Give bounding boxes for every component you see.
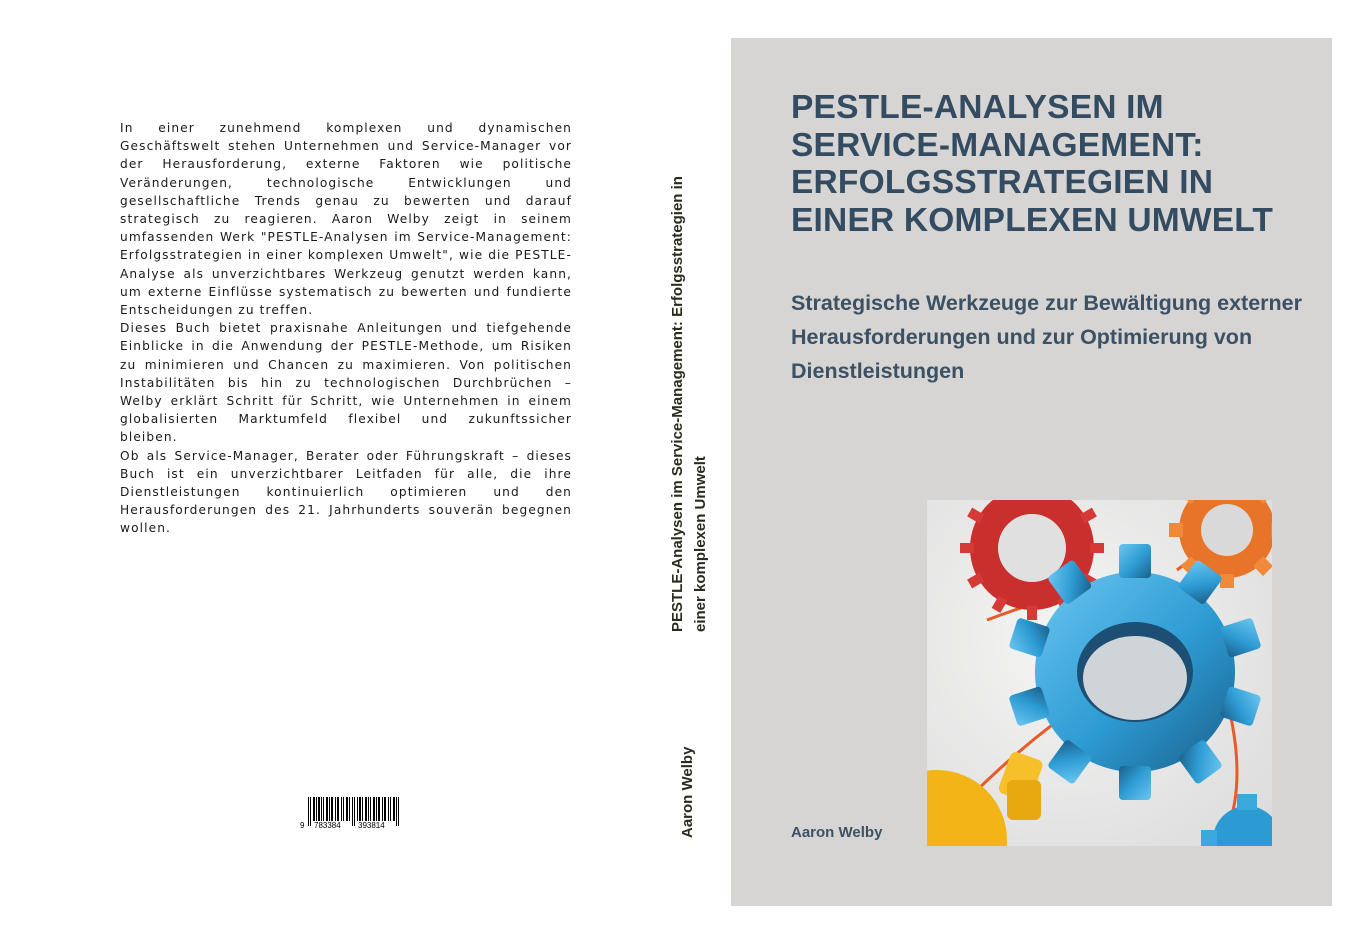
cover-author: Aaron Welby (791, 824, 883, 841)
barcode-digits-left: 783384 (314, 821, 341, 829)
blurb-paragraph-3: Ob als Service-Manager, Berater oder Führungskraft – dieses Buch ist ein unverzichtbarer Leitfaden für alle, die ihre Dienstleistungen kontinuierlich optimieren und den Herausforderungen des 21. Jahrhunderts souverän begegnen wollen. (120, 448, 572, 536)
isbn-barcode (298, 797, 408, 829)
back-cover-blurb (120, 119, 572, 538)
cover-title: PESTLE-ANALYSEN IM SERVICE-MANAGEMENT: ERFOLGSSTRATEGIEN IN EINER KOMPLEXEN UMWELT (791, 89, 1274, 239)
barcode-icon (298, 797, 408, 829)
spine-title-line-1: PESTLE-Analysen im Service-Management: Erfolgsstrategien in (669, 176, 686, 632)
spine-title (666, 92, 712, 632)
barcode-digit-first: 9 (300, 821, 305, 829)
blurb-paragraph-2: Dieses Buch bietet praxisnahe Anleitungen und tiefgehende Einblicke in die Anwendung der PESTLE-Methode, um Risiken zu minimieren und Chancen zu maximieren. Von politischen Instabilitäten bis hin zu technologischen Durchbrüchen – Welby erklärt Schritt für Schritt, wie Unternehmen in einem globalisierten Marktumfeld flexibel und zukunftssicher bleiben. (120, 321, 572, 445)
gears-illustration-icon (927, 500, 1272, 846)
spine-title-line-2: einer komplexen Umwelt (692, 456, 709, 632)
front-cover (731, 38, 1332, 906)
spine-author: Aaron Welby (679, 746, 696, 838)
barcode-digits-right: 393814 (358, 821, 385, 829)
blurb-paragraph-1: In einer zunehmend komplexen und dynamischen Geschäftswelt stehen Unternehmen und Service-Manager vor der Herausforderung, externe Faktoren wie politische Veränderungen, technologische Entwicklungen und gesellschaftliche Trends genau zu bewerten und darauf strategisch zu reagieren. Aaron Welby zeigt in seinem umfassenden Werk "PESTLE-Analysen im Service-Management: Erfolgsstrategien in einer komplexen Umwelt", wie die PESTLE-Analyse als unverzichtbares Werkzeug genutzt werden kann, um externe Einflüsse systematisch zu bewerten und fundierte Entscheidungen zu treffen. (120, 121, 572, 318)
cover-subtitle: Strategische Werkzeuge zur Bewältigung externer Herausforderungen und zur Optimierung von Dienstleistungen (791, 291, 1302, 383)
